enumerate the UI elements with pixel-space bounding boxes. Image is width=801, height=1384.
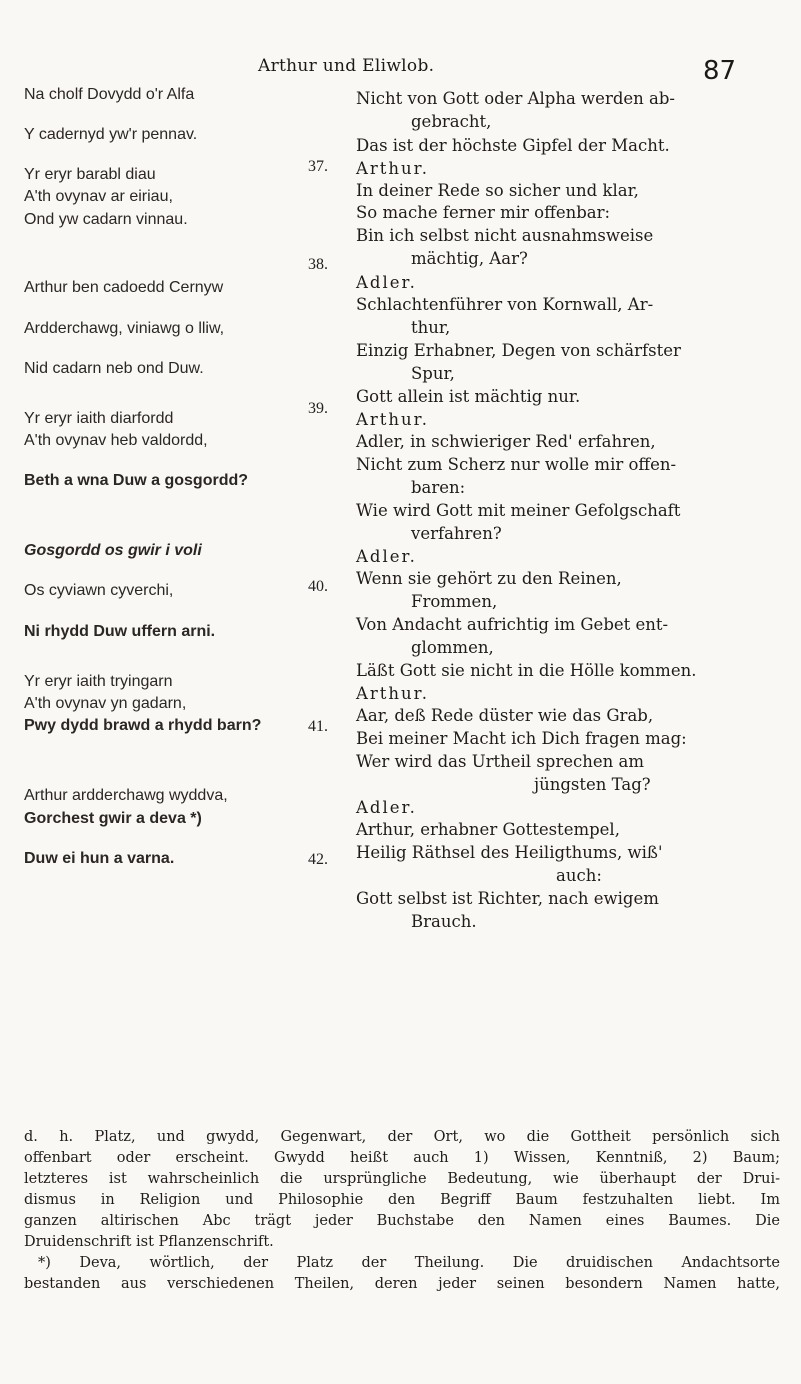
welsh-line: Gorchest gwir a deva *): [24, 810, 202, 827]
german-line: Frommen,: [411, 592, 498, 611]
welsh-line: Pwy dydd brawd a rhydd barn?: [24, 717, 262, 734]
footnote-line: bestanden aus verschiedenen Theilen, deren jeder seinen besondern Namen hatte,: [24, 1276, 780, 1292]
german-line: Einzig Erhabner, Degen von schärfster: [356, 341, 681, 360]
german-line: Nicht von Gott oder Alpha werden ab-: [356, 89, 676, 108]
verse-number: 39.: [308, 400, 328, 417]
welsh-line: Yr eryr iaith tryingarn: [24, 673, 173, 690]
german-line: Wenn sie gehört zu den Reinen,: [356, 569, 622, 588]
welsh-line: Arthur ben cadoedd Cernyw: [24, 279, 224, 296]
welsh-line: Nid cadarn neb ond Duw.: [24, 360, 204, 377]
verse-number: 42.: [308, 851, 328, 868]
german-line: Arthur, erhabner Gottestempel,: [356, 820, 620, 839]
german-line: Gott allein ist mächtig nur.: [356, 387, 581, 406]
welsh-line: Yr eryr barabl diau: [24, 166, 156, 183]
german-line: Wer wird das Urtheil sprechen am: [356, 752, 645, 771]
german-line: Bin ich selbst nicht ausnahmsweise: [356, 226, 654, 245]
welsh-line: Y cadernyd yw'r pennav.: [24, 126, 198, 143]
german-line: Nicht zum Scherz nur wolle mir offen-: [356, 455, 677, 474]
page-header: [0, 50, 801, 90]
welsh-line: Duw ei hun a varna.: [24, 850, 175, 867]
footnote-line: ganzen altirischen Abc trägt jeder Buchstabe den Namen eines Baumes. Die: [24, 1213, 780, 1229]
german-line: verfahren?: [411, 524, 502, 543]
footnote-line: Druidenschrift ist Pflanzenschrift.: [24, 1234, 274, 1250]
running-title: Arthur und Eliwlob.: [258, 56, 435, 76]
footnote-line: d. h. Platz, und gwydd, Gegenwart, der Ort, wo die Gottheit persönlich sich: [24, 1129, 780, 1145]
german-line: Schlachtenführer von Kornwall, Ar-: [356, 295, 654, 314]
welsh-line: A'th ovynav heb valdordd,: [24, 432, 208, 449]
page-number: 87: [703, 56, 737, 86]
welsh-line: A'th ovynav ar eiriau,: [24, 188, 173, 205]
german-line: Das ist der höchste Gipfel der Macht.: [356, 136, 670, 155]
german-line: Gott selbst ist Richter, nach ewigem: [356, 889, 659, 908]
german-line: Adler, in schwieriger Red' erfahren,: [356, 432, 656, 451]
german-line: glommen,: [411, 638, 494, 657]
footnote-line: *) Deva, wörtlich, der Platz der Theilung. Die druidischen Andachtsorte: [38, 1255, 780, 1271]
welsh-line: Yr eryr iaith diarfordd: [24, 410, 174, 427]
welsh-line: Na cholf Dovydd o'r Alfa: [24, 86, 195, 103]
welsh-line: Beth a wna Duw a gosgordd?: [24, 472, 249, 489]
welsh-line: Ond yw cadarn vinnau.: [24, 211, 188, 228]
german-line: baren:: [411, 478, 466, 497]
verse-number: 37.: [308, 158, 328, 175]
speaker-label: Adler.: [356, 798, 417, 817]
german-line: Läßt Gott sie nicht in die Hölle kommen.: [356, 661, 697, 680]
german-line: Aar, deß Rede düster wie das Grab,: [356, 706, 654, 725]
welsh-line: A'th ovynav yn gadarn,: [24, 695, 187, 712]
footnote-line: letzteres ist wahrscheinlich die ursprüngliche Bedeutung, wie überhaupt der Drui-: [24, 1171, 780, 1187]
german-line: In deiner Rede so sicher und klar,: [356, 181, 639, 200]
speaker-label: Arthur.: [356, 410, 430, 429]
verse-number: 38.: [308, 256, 328, 273]
german-line: auch:: [556, 866, 602, 885]
speaker-label: Arthur.: [356, 684, 430, 703]
german-line: Brauch.: [411, 912, 477, 931]
footnote-line: offenbart oder erscheint. Gwydd heißt auch 1) Wissen, Kenntniß, 2) Baum;: [24, 1150, 780, 1166]
welsh-line: Arthur ardderchawg wyddva,: [24, 787, 228, 804]
speaker-label: Adler.: [356, 273, 417, 292]
german-line: Von Andacht aufrichtig im Gebet ent-: [356, 615, 669, 634]
german-line: Spur,: [411, 364, 455, 383]
welsh-line: Gosgordd os gwir i voli: [24, 542, 202, 559]
speaker-label: Adler.: [356, 547, 417, 566]
german-line: jüngsten Tag?: [534, 775, 651, 794]
footnote-line: dismus in Religion und Philosophie den Begriff Baum festzuhalten liebt. Im: [24, 1192, 780, 1208]
german-line: So mache ferner mir offenbar:: [356, 203, 611, 222]
german-line: thur,: [411, 318, 451, 337]
german-line: mächtig, Aar?: [411, 249, 528, 268]
german-line: Heilig Räthsel des Heiligthums, wiß': [356, 843, 663, 862]
welsh-line: Os cyviawn cyverchi,: [24, 582, 174, 599]
footnote-divider: [24, 1118, 780, 1119]
welsh-line: Ni rhydd Duw uffern arni.: [24, 623, 216, 640]
german-line: Wie wird Gott mit meiner Gefolgschaft: [356, 501, 681, 520]
german-line: Bei meiner Macht ich Dich fragen mag:: [356, 729, 687, 748]
footnotes: [24, 1127, 780, 1295]
german-line: gebracht,: [411, 112, 492, 131]
speaker-label: Arthur.: [356, 159, 430, 178]
verse-number: 40.: [308, 578, 328, 595]
welsh-line: Ardderchawg, viniawg o lliw,: [24, 320, 225, 337]
verse-number: 41.: [308, 718, 328, 735]
